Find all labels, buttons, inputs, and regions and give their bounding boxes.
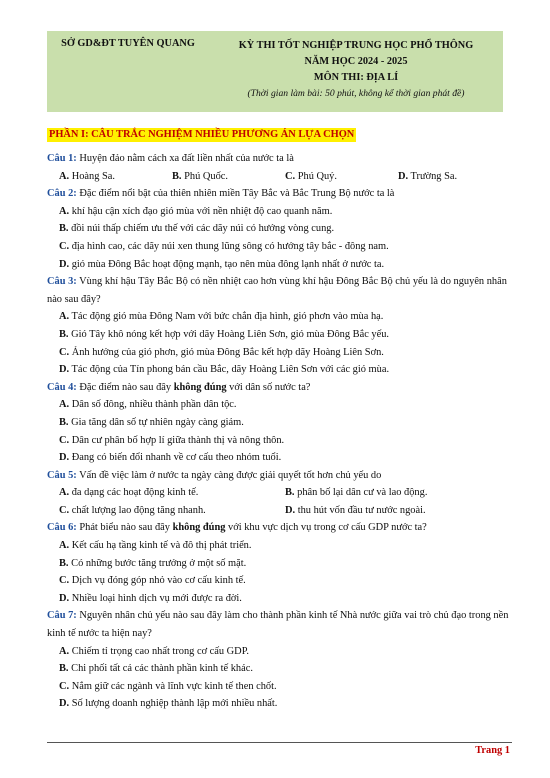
- option-d: D. Trường Sa.: [398, 170, 458, 182]
- question-text: Vấn đề việc làm ở nước ta ngày càng được giải quyết tốt hơn chủ yếu do: [79, 469, 382, 481]
- option-a: A. khí hậu cận xích đạo gió mùa với nền nhiệt độ cao quanh năm.: [59, 205, 333, 217]
- negation-emphasis: không đúng: [173, 381, 227, 393]
- department-name: SỞ GD&ĐT TUYÊN QUANG: [61, 38, 195, 49]
- question-list: [47, 150, 511, 713]
- subject: MÔN THI: ĐỊA LÍ: [313, 72, 399, 83]
- options-row: [47, 484, 511, 502]
- question-label: Câu 7:: [47, 610, 77, 622]
- question-text: Nguyên nhân chủ yếu nào sau đây làm cho thành phần kinh tế Nhà nước giữa vai trò chủ đạo trong nền kinh tế nước ta hiện nay?: [47, 610, 509, 640]
- question-text: Vùng khí hậu Tây Bắc Bộ có nền nhiệt cao hơn vùng khí hậu Đông Bắc Bộ chủ yếu là do nguyên nhân nào sau đây?: [47, 276, 507, 305]
- option-a: A. Dân số đông, nhiều thành phần dân tộc.: [59, 399, 237, 411]
- option-a: A. Kết cấu hạ tầng kinh tế và đô thị phát triển.: [59, 540, 252, 552]
- options-row: [47, 168, 511, 186]
- question-4: Câu 4: Đặc điểm nào sau đây không đúng với dân số nước ta?: [47, 381, 311, 393]
- question-label: Câu 6:: [47, 522, 77, 534]
- option-a: A. Tác động gió mùa Đông Nam với bức chắn địa hình, gió phơn vào mùa hạ.: [59, 311, 384, 323]
- option-b: B. Chi phối tất cả các thành phần kinh tế khác.: [59, 663, 253, 675]
- exam-info: [211, 38, 501, 102]
- section-title: PHẦN I: CÂU TRẮC NGHIỆM NHIỀU PHƯƠNG ÁN LỰA CHỌN: [49, 129, 355, 140]
- option-c: C. Dân cư phân bố hợp lí giữa thành thị và nông thôn.: [59, 434, 285, 446]
- question-1: [47, 150, 511, 168]
- option-c: C. Ảnh hưởng của gió phơn, gió mùa Đông Bắc kết hợp dãy Hoàng Liên Sơn.: [59, 346, 384, 358]
- question-label: Câu 4:: [47, 381, 77, 393]
- page-number: Trang 1: [475, 745, 510, 756]
- option-b: B. Gia tăng dân số tự nhiên ngày càng giảm.: [59, 416, 244, 428]
- negation-emphasis: không đúng: [172, 522, 226, 534]
- option-b: B. đồi núi thấp chiếm ưu thế với các dãy núi có hướng vòng cung.: [59, 223, 335, 235]
- option-d: D. gió mùa Đông Bắc hoạt động mạnh, tạo nên mùa đông lạnh nhất ở nước ta.: [59, 258, 385, 270]
- school-year: NĂM HỌC 2024 - 2025: [304, 56, 408, 67]
- option-b: B. Gió Tây khô nóng kết hợp với dãy Hoàng Liên Sơn, gió mùa Đông Bắc yếu.: [59, 328, 390, 340]
- question-label: Câu 2:: [47, 188, 77, 200]
- option-d: D. Đang có biến đổi nhanh về cơ cấu theo nhóm tuổi.: [59, 452, 282, 464]
- option-a: A. Chiếm tỉ trọng cao nhất trong cơ cấu GDP.: [59, 645, 249, 657]
- option-b: B. Có những bước tăng trưởng ở một số mặt.: [59, 557, 247, 569]
- options-row: [47, 502, 511, 520]
- question-6: Câu 6: Phát biểu nào sau đây không đúng với khu vực dịch vụ trong cơ cấu GDP nước ta?: [47, 522, 427, 534]
- option-b: B. phân bố lại dân cư và lao động.: [285, 487, 428, 499]
- option-a: A. đa dạng các hoạt động kinh tế.: [59, 487, 199, 499]
- question-5: [47, 467, 511, 485]
- option-c: C. Phú Quý.: [285, 170, 337, 182]
- option-a: A. Hoàng Sa.: [59, 170, 116, 182]
- option-d: D. Nhiều loại hình dịch vụ mới được ra đời.: [59, 592, 242, 604]
- exam-header: [47, 31, 503, 112]
- option-c: C. chất lượng lao động tăng nhanh.: [59, 504, 206, 516]
- footer-divider: [47, 742, 512, 743]
- question-text: Đặc điểm nổi bật của thiên nhiên miền Tây Bắc và Bắc Trung Bộ nước ta là: [79, 188, 395, 200]
- question-2: [47, 185, 511, 203]
- option-c: C. Dịch vụ đóng góp nhỏ vào cơ cấu kinh tế.: [59, 575, 246, 587]
- question-label: Câu 5:: [47, 469, 77, 481]
- exam-title: KỲ THI TỐT NGHIỆP TRUNG HỌC PHỔ THÔNG: [238, 40, 474, 51]
- option-c: C. Nắm giữ các ngành và lĩnh vực kinh tế then chốt.: [59, 680, 277, 692]
- question-label: Câu 1:: [47, 153, 77, 164]
- option-b: B. Phú Quốc.: [172, 170, 229, 182]
- question-text: Huyện đảo nằm cách xa đất liền nhất của nước ta là: [79, 153, 294, 164]
- option-c: C. địa hình cao, các dãy núi xen thung lũng sông có hướng tây bắc - đông nam.: [59, 240, 389, 252]
- question-3: [47, 273, 511, 308]
- question-7: [47, 607, 511, 642]
- option-d: D. thu hút vốn đầu tư nước ngoài.: [285, 504, 426, 516]
- option-d: D. Số lượng doanh nghiệp thành lập mới nhiều nhất.: [59, 698, 278, 710]
- question-label: Câu 3:: [47, 276, 77, 288]
- exam-duration: (Thời gian làm bài: 50 phút, không kể thời gian phát đề): [247, 88, 465, 99]
- option-d: D. Tác động của Tín phong bán cầu Bắc, dãy Hoàng Liên Sơn với các gió mùa.: [59, 364, 390, 376]
